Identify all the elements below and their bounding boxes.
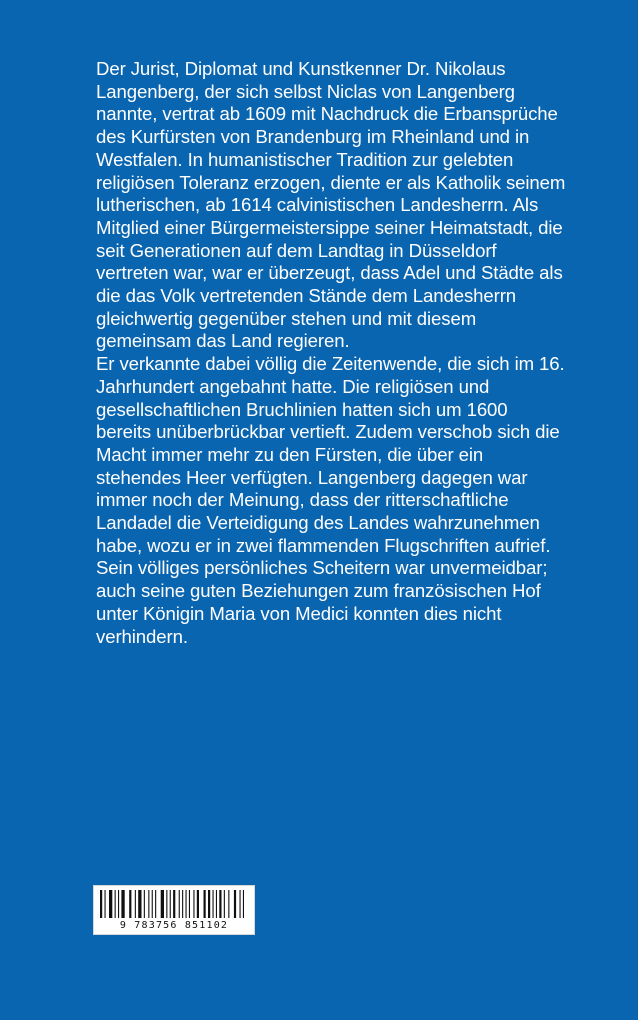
barcode-bar <box>138 890 141 918</box>
blurb-text <box>96 58 566 648</box>
barcode-bar <box>155 890 156 918</box>
barcode-bar <box>213 890 214 918</box>
barcode-bar <box>182 890 183 918</box>
barcode-bar <box>216 890 217 918</box>
barcode-bar <box>144 890 145 918</box>
barcode-bar <box>152 890 153 918</box>
barcode-bar <box>179 890 180 918</box>
barcode-bar <box>186 890 187 918</box>
barcode-bar <box>208 890 210 918</box>
barcode-bar <box>166 890 167 918</box>
blurb-paragraph-2: Er verkannte dabei völlig die Zeitenwende, die sich im 16. Jahrhundert angebahnt hatte. Die religiösen und gesellschaftlichen Bruchlinien hatten sich um 1600 bereits unüberbrückbar vertieft. Zudem verschob sich die Macht immer mehr zu den Fürsten, die über ein stehendes Heer verfügten. Langenberg dagegen war immer noch der Meinung, dass der ritterschaftliche Landadel die Verteidigung des Landes wahrzunehmen habe, wozu er in zwei flammenden Flugschriften aufrief. Sein völliges persönliches Scheitern war unvermeidbar; auch seine guten Beziehungen zum französischen Hof unter Königin Maria von Medici konnten dies nicht verhindern. <box>96 353 565 647</box>
isbn-barcode <box>93 885 255 935</box>
barcode-bar <box>115 890 116 918</box>
barcode-bar <box>234 890 236 918</box>
barcode-bar <box>121 890 124 918</box>
blurb-paragraph-1: Der Jurist, Diplomat und Kunstkenner Dr. Nikolaus Langenberg, der sich selbst Niclas von Langenberg nannte, vertrat ab 1609 mit Nachdruck die Erbansprüche des Kurfürsten von Brandenburg im Rheinland und in Westfalen. In humanistischer Tradition zur gelebten religiösen Toleranz erzogen, diente er als Katholik seinem lutherischen, ab 1614 calvinistischen Landesherrn. Als Mitglied einer Bürgermeistersippe seiner Heimatstadt, die seit Generationen auf dem Landtag in Düsseldorf vertreten war, war er überzeugt, dass Adel und Städte als die das Volk vertretenden Stände dem Landesherrn gleichwertig gegenüber stehen und mit diesem gemeinsam das Land regieren. <box>96 58 566 352</box>
barcode-bar <box>197 890 199 918</box>
barcode-bar <box>173 890 175 918</box>
barcode-bar <box>100 890 102 918</box>
barcode-icon <box>98 890 250 918</box>
barcode-bar <box>228 890 229 918</box>
barcode-bar <box>109 890 112 918</box>
barcode-bar <box>243 890 244 918</box>
barcode-bar <box>135 890 136 918</box>
barcode-bar <box>161 890 164 918</box>
barcode-bar <box>105 890 106 918</box>
barcode-bar <box>193 890 194 918</box>
barcode-bar <box>219 890 221 918</box>
barcode-bar <box>224 890 225 918</box>
barcode-bar <box>170 890 171 918</box>
barcode-bar <box>118 890 119 918</box>
isbn-number: 9 783756 851102 <box>119 920 229 931</box>
barcode-bar <box>189 890 190 918</box>
barcode-bar <box>129 890 131 918</box>
barcode-bar <box>240 890 241 918</box>
barcode-bar <box>148 890 149 918</box>
barcode-bar <box>204 890 206 918</box>
